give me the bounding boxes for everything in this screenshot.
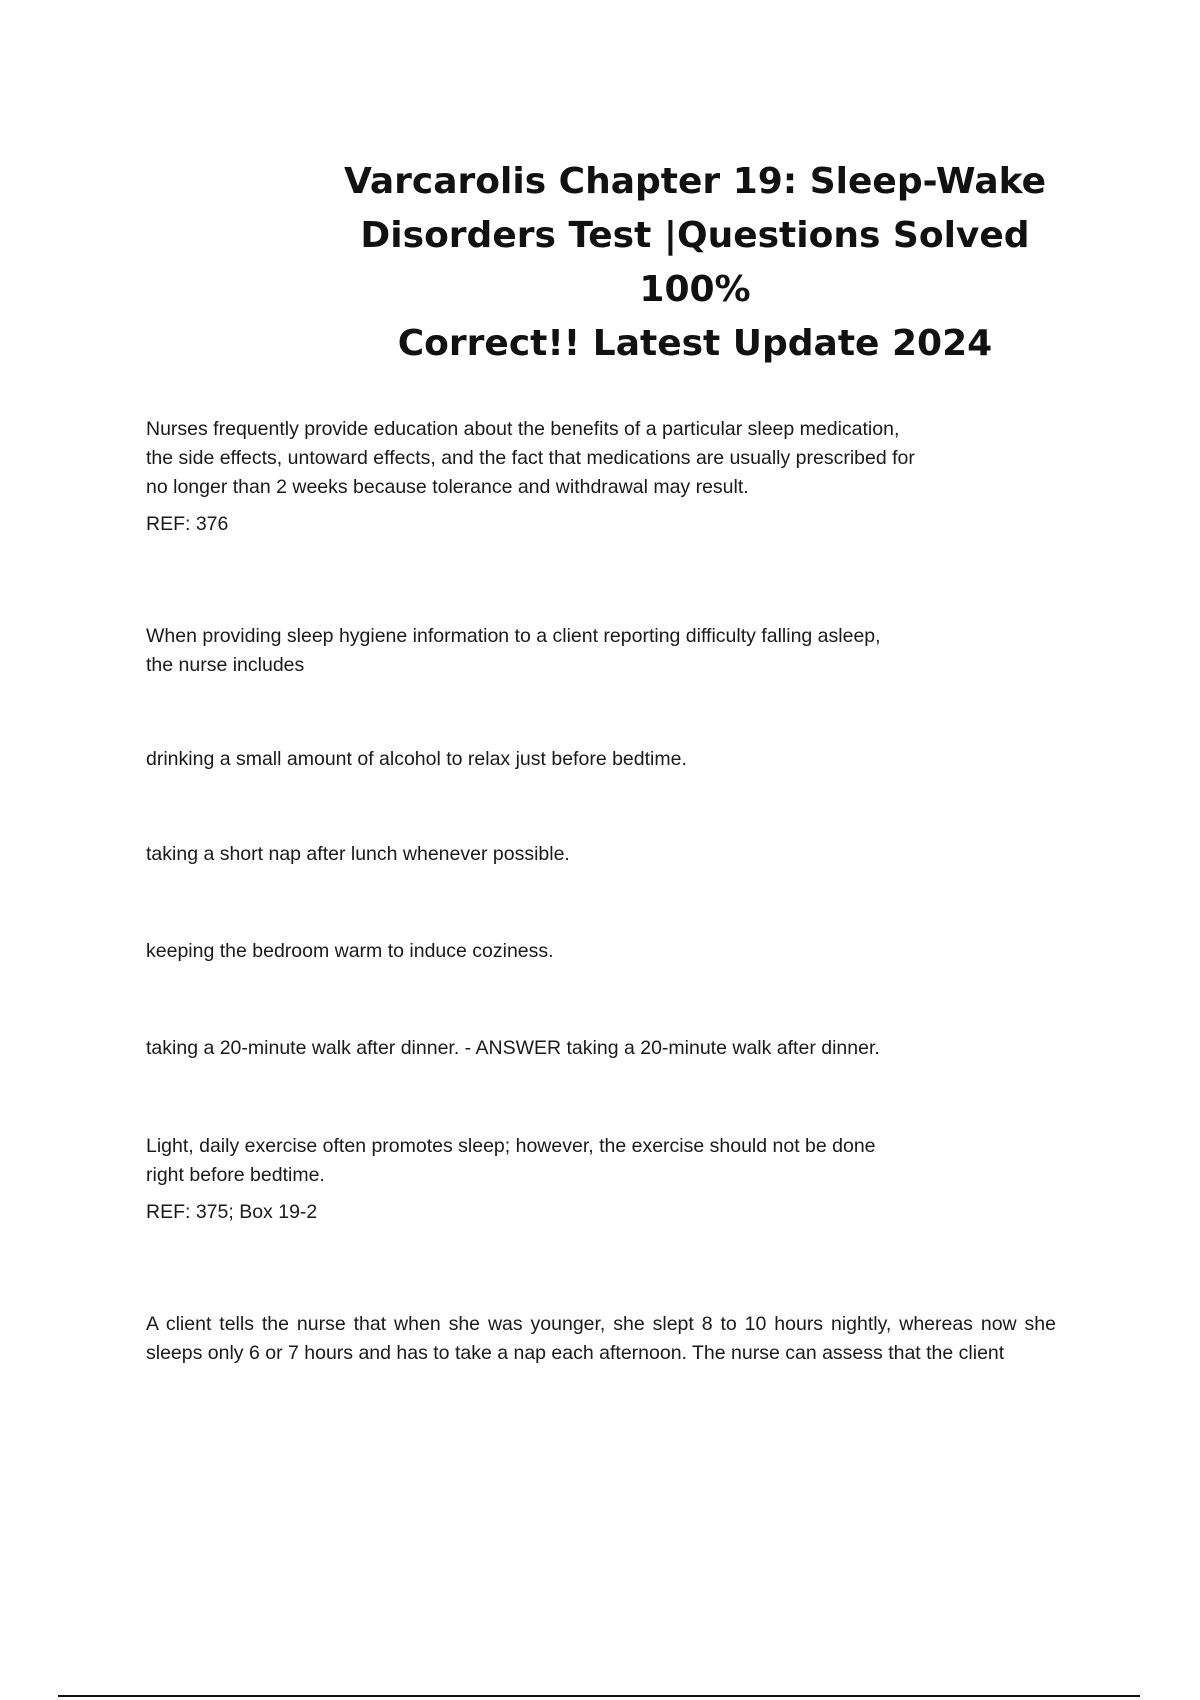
answer-option-2 <box>146 840 1056 869</box>
answer-option-3 <box>146 937 1056 966</box>
rationale-block-2 <box>146 1132 1056 1227</box>
title-line: Correct!! Latest Update 2024 <box>397 323 993 364</box>
option-text: taking a 20-minute walk after dinner. - ANSWER taking a 20-minute walk after dinner. <box>146 1037 880 1059</box>
rationale-line: Light, daily exercise often promotes sleep; however, the exercise should not be done <box>146 1135 876 1157</box>
answer-option-4 <box>146 1034 1056 1063</box>
question-2 <box>146 622 1056 680</box>
question-line: the nurse includes <box>146 654 305 676</box>
title-line: Varcarolis Chapter 19: Sleep-Wake <box>343 161 1047 202</box>
page-title <box>300 155 1090 371</box>
rationale-line: right before bedtime. <box>146 1164 325 1186</box>
question-3 <box>146 1310 1056 1368</box>
rationale-line: no longer than 2 weeks because tolerance and withdrawal may result. <box>146 476 749 498</box>
option-text: taking a short nap after lunch whenever possible. <box>146 843 570 865</box>
reference-text: REF: 375; Box 19-2 <box>146 1201 318 1223</box>
rationale-line: the side effects, untoward effects, and the fact that medications are usually prescribed for <box>146 447 915 469</box>
footer-divider <box>58 1695 1140 1697</box>
question-text: A client tells the nurse that when she was younger, she slept 8 to 10 hours nightly, whereas now she sleeps only 6 or 7 hours and has to take a nap each afternoon. The nurse can assess that the client <box>146 1313 1056 1364</box>
rationale-block-1 <box>146 415 1056 539</box>
rationale-line: Nurses frequently provide education about the benefits of a particular sleep medication, <box>146 418 900 440</box>
title-line: Disorders Test |Questions Solved 100% <box>360 215 1030 310</box>
question-line: When providing sleep hygiene information to a client reporting difficulty falling asleep, <box>146 625 881 647</box>
option-text: drinking a small amount of alcohol to relax just before bedtime. <box>146 748 687 770</box>
option-text: keeping the bedroom warm to induce coziness. <box>146 940 554 962</box>
answer-option-1 <box>146 745 1056 774</box>
reference-text: REF: 376 <box>146 513 229 535</box>
